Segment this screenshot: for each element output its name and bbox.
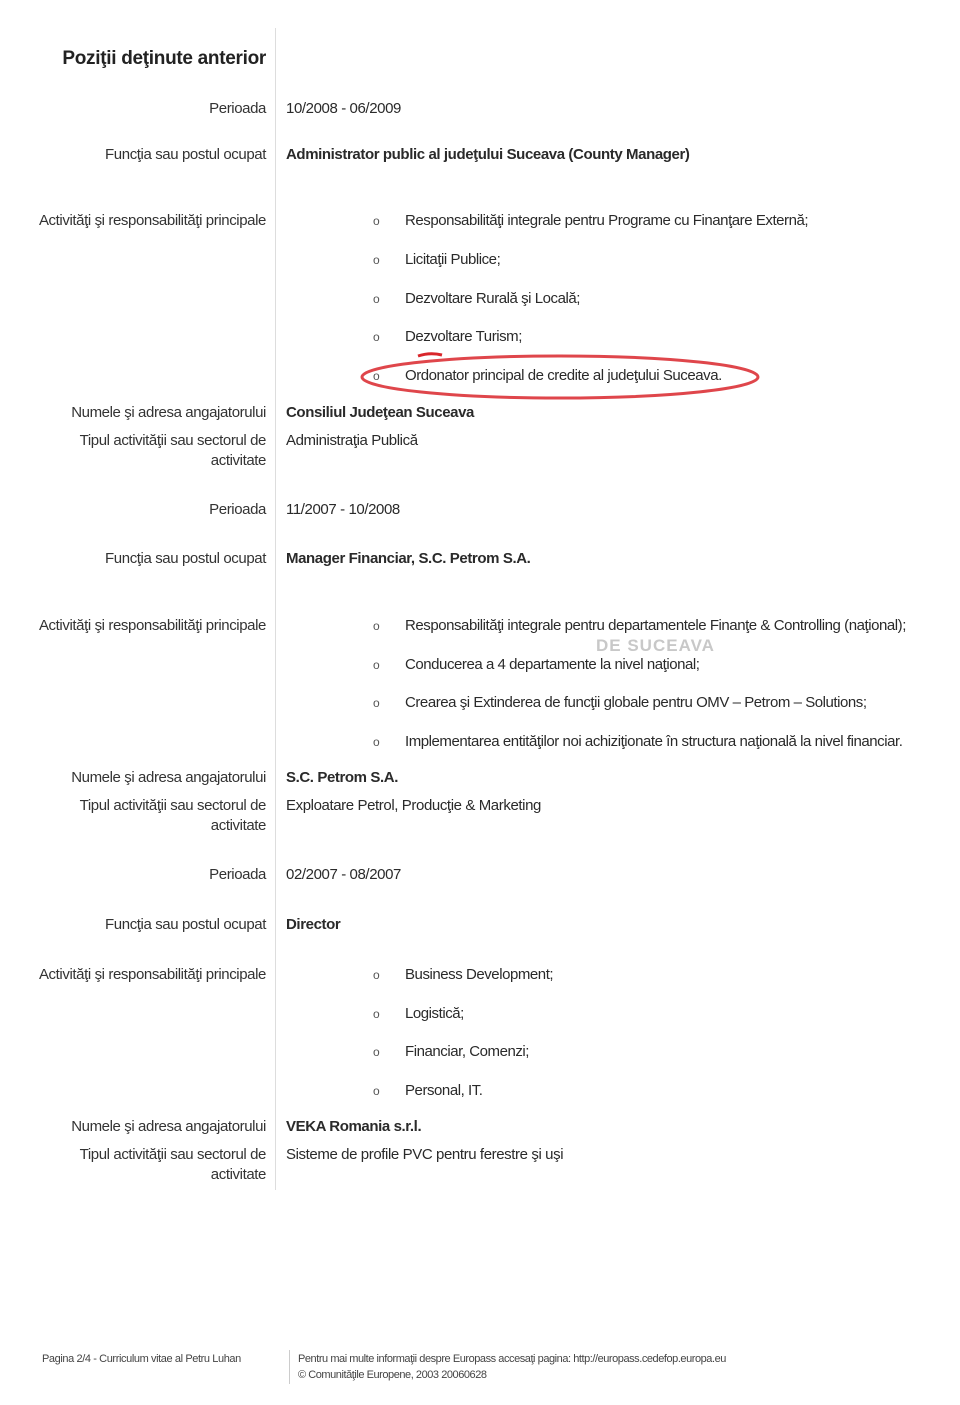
- bullet-icon: o: [373, 291, 380, 306]
- function-label: Funcţia sau postul ocupat: [105, 916, 266, 933]
- bullet-icon: o: [373, 369, 380, 384]
- activity-item: Licitaţii Publice;: [405, 250, 501, 268]
- bullet-icon: o: [373, 252, 380, 267]
- bullet-icon: o: [373, 1006, 380, 1021]
- employer-label: Numele şi adresa angajatorului: [71, 769, 266, 786]
- sector-label-line1: Tipul activităţii sau sectorul de: [79, 797, 266, 814]
- sector-value: Administraţia Publică: [286, 432, 418, 449]
- employer-label: Numele şi adresa angajatorului: [71, 1118, 266, 1135]
- sector-label-line2: activitate: [210, 1166, 266, 1183]
- activity-item: Personal, IT.: [405, 1082, 483, 1100]
- bullet-icon: o: [373, 330, 380, 345]
- activity-item: Business Development;: [405, 966, 554, 983]
- activities-label: Activităţi şi responsabilităţi principale: [38, 617, 266, 634]
- activity-item: Financiar, Comenzi;: [405, 1043, 530, 1061]
- activity-item: Implementarea entităţilor noi achiziţionate în structura naţională la nivel financiar.: [405, 733, 903, 751]
- activities-label: Activităţi şi responsabilităţi principale: [38, 966, 266, 983]
- bullet-icon: o: [373, 696, 380, 711]
- period-label: Perioada: [209, 501, 266, 518]
- activity-item: Dezvoltare Rurală şi Locală;: [405, 289, 580, 307]
- period-label: Perioada: [209, 866, 266, 883]
- activity-item: Conducerea a 4 departamente la nivel naţional;: [405, 655, 700, 673]
- activity-item: Dezvoltare Turism;: [405, 328, 522, 346]
- employer-label: Numele şi adresa angajatorului: [71, 404, 266, 421]
- activity-item: Logistică;: [405, 1004, 464, 1022]
- bullet-icon: o: [373, 657, 380, 672]
- bullet-icon: o: [373, 968, 380, 982]
- watermark-text: DE SUCEAVA: [596, 636, 715, 655]
- period-value: 10/2008 - 06/2009: [286, 100, 401, 117]
- footer-europass-info: Pentru mai multe informaţii despre Europass accesaţi pagina: http://europass.cedefop.europa.eu: [298, 1353, 726, 1365]
- activity-item: Crearea şi Extinderea de funcţii globale pentru OMV – Petrom – Solutions;: [405, 694, 867, 712]
- bullet-icon: o: [373, 1045, 380, 1060]
- footer-divider: [289, 1350, 290, 1384]
- sector-label-line2: activitate: [210, 817, 266, 834]
- sector-value: Exploatare Petrol, Producţie & Marketing: [286, 797, 541, 814]
- bullet-icon: o: [373, 735, 380, 750]
- sector-label-line2: activitate: [210, 452, 266, 469]
- employer-value: Consiliul Judeţean Suceava: [286, 404, 474, 421]
- function-label: Funcţia sau postul ocupat: [105, 146, 266, 163]
- period-value: 11/2007 - 10/2008: [286, 501, 400, 518]
- activity-item: Ordonator principal de credite al judeţului Suceava.: [405, 367, 722, 385]
- activities-label: Activităţi şi responsabilităţi principale: [38, 212, 266, 229]
- footer-page-info: Pagina 2/4 - Curriculum vitae al Petru Luhan: [42, 1353, 241, 1365]
- period-label: Perioada: [209, 100, 266, 117]
- sector-value: Sisteme de profile PVC pentru ferestre şi uşi: [286, 1146, 564, 1163]
- section-title: Poziţii deţinute anterior: [62, 48, 266, 69]
- activity-item: Responsabilităţi integrale pentru Programe cu Finanţare Externă;: [405, 212, 809, 229]
- bullet-icon: o: [373, 214, 380, 228]
- employer-value: VEKA Romania s.r.l.: [286, 1118, 422, 1135]
- sector-label-line1: Tipul activităţii sau sectorul de: [79, 1146, 266, 1163]
- function-label: Funcţia sau postul ocupat: [105, 550, 266, 567]
- employer-value: S.C. Petrom S.A.: [286, 769, 398, 786]
- function-value: Administrator public al judeţului Suceava (County Manager): [286, 146, 690, 163]
- bullet-icon: o: [373, 619, 380, 633]
- footer-copyright: © Comunităţile Europene, 2003 20060628: [298, 1369, 487, 1381]
- sector-label-line1: Tipul activităţii sau sectorul de: [79, 432, 266, 449]
- period-value: 02/2007 - 08/2007: [286, 866, 401, 883]
- column-divider: [275, 28, 276, 1190]
- bullet-icon: o: [373, 1084, 380, 1099]
- function-value: Manager Financiar, S.C. Petrom S.A.: [286, 550, 531, 567]
- activity-item: Responsabilităţi integrale pentru departamentele Finanţe & Controlling (naţional);: [405, 617, 906, 634]
- function-value: Director: [286, 916, 341, 933]
